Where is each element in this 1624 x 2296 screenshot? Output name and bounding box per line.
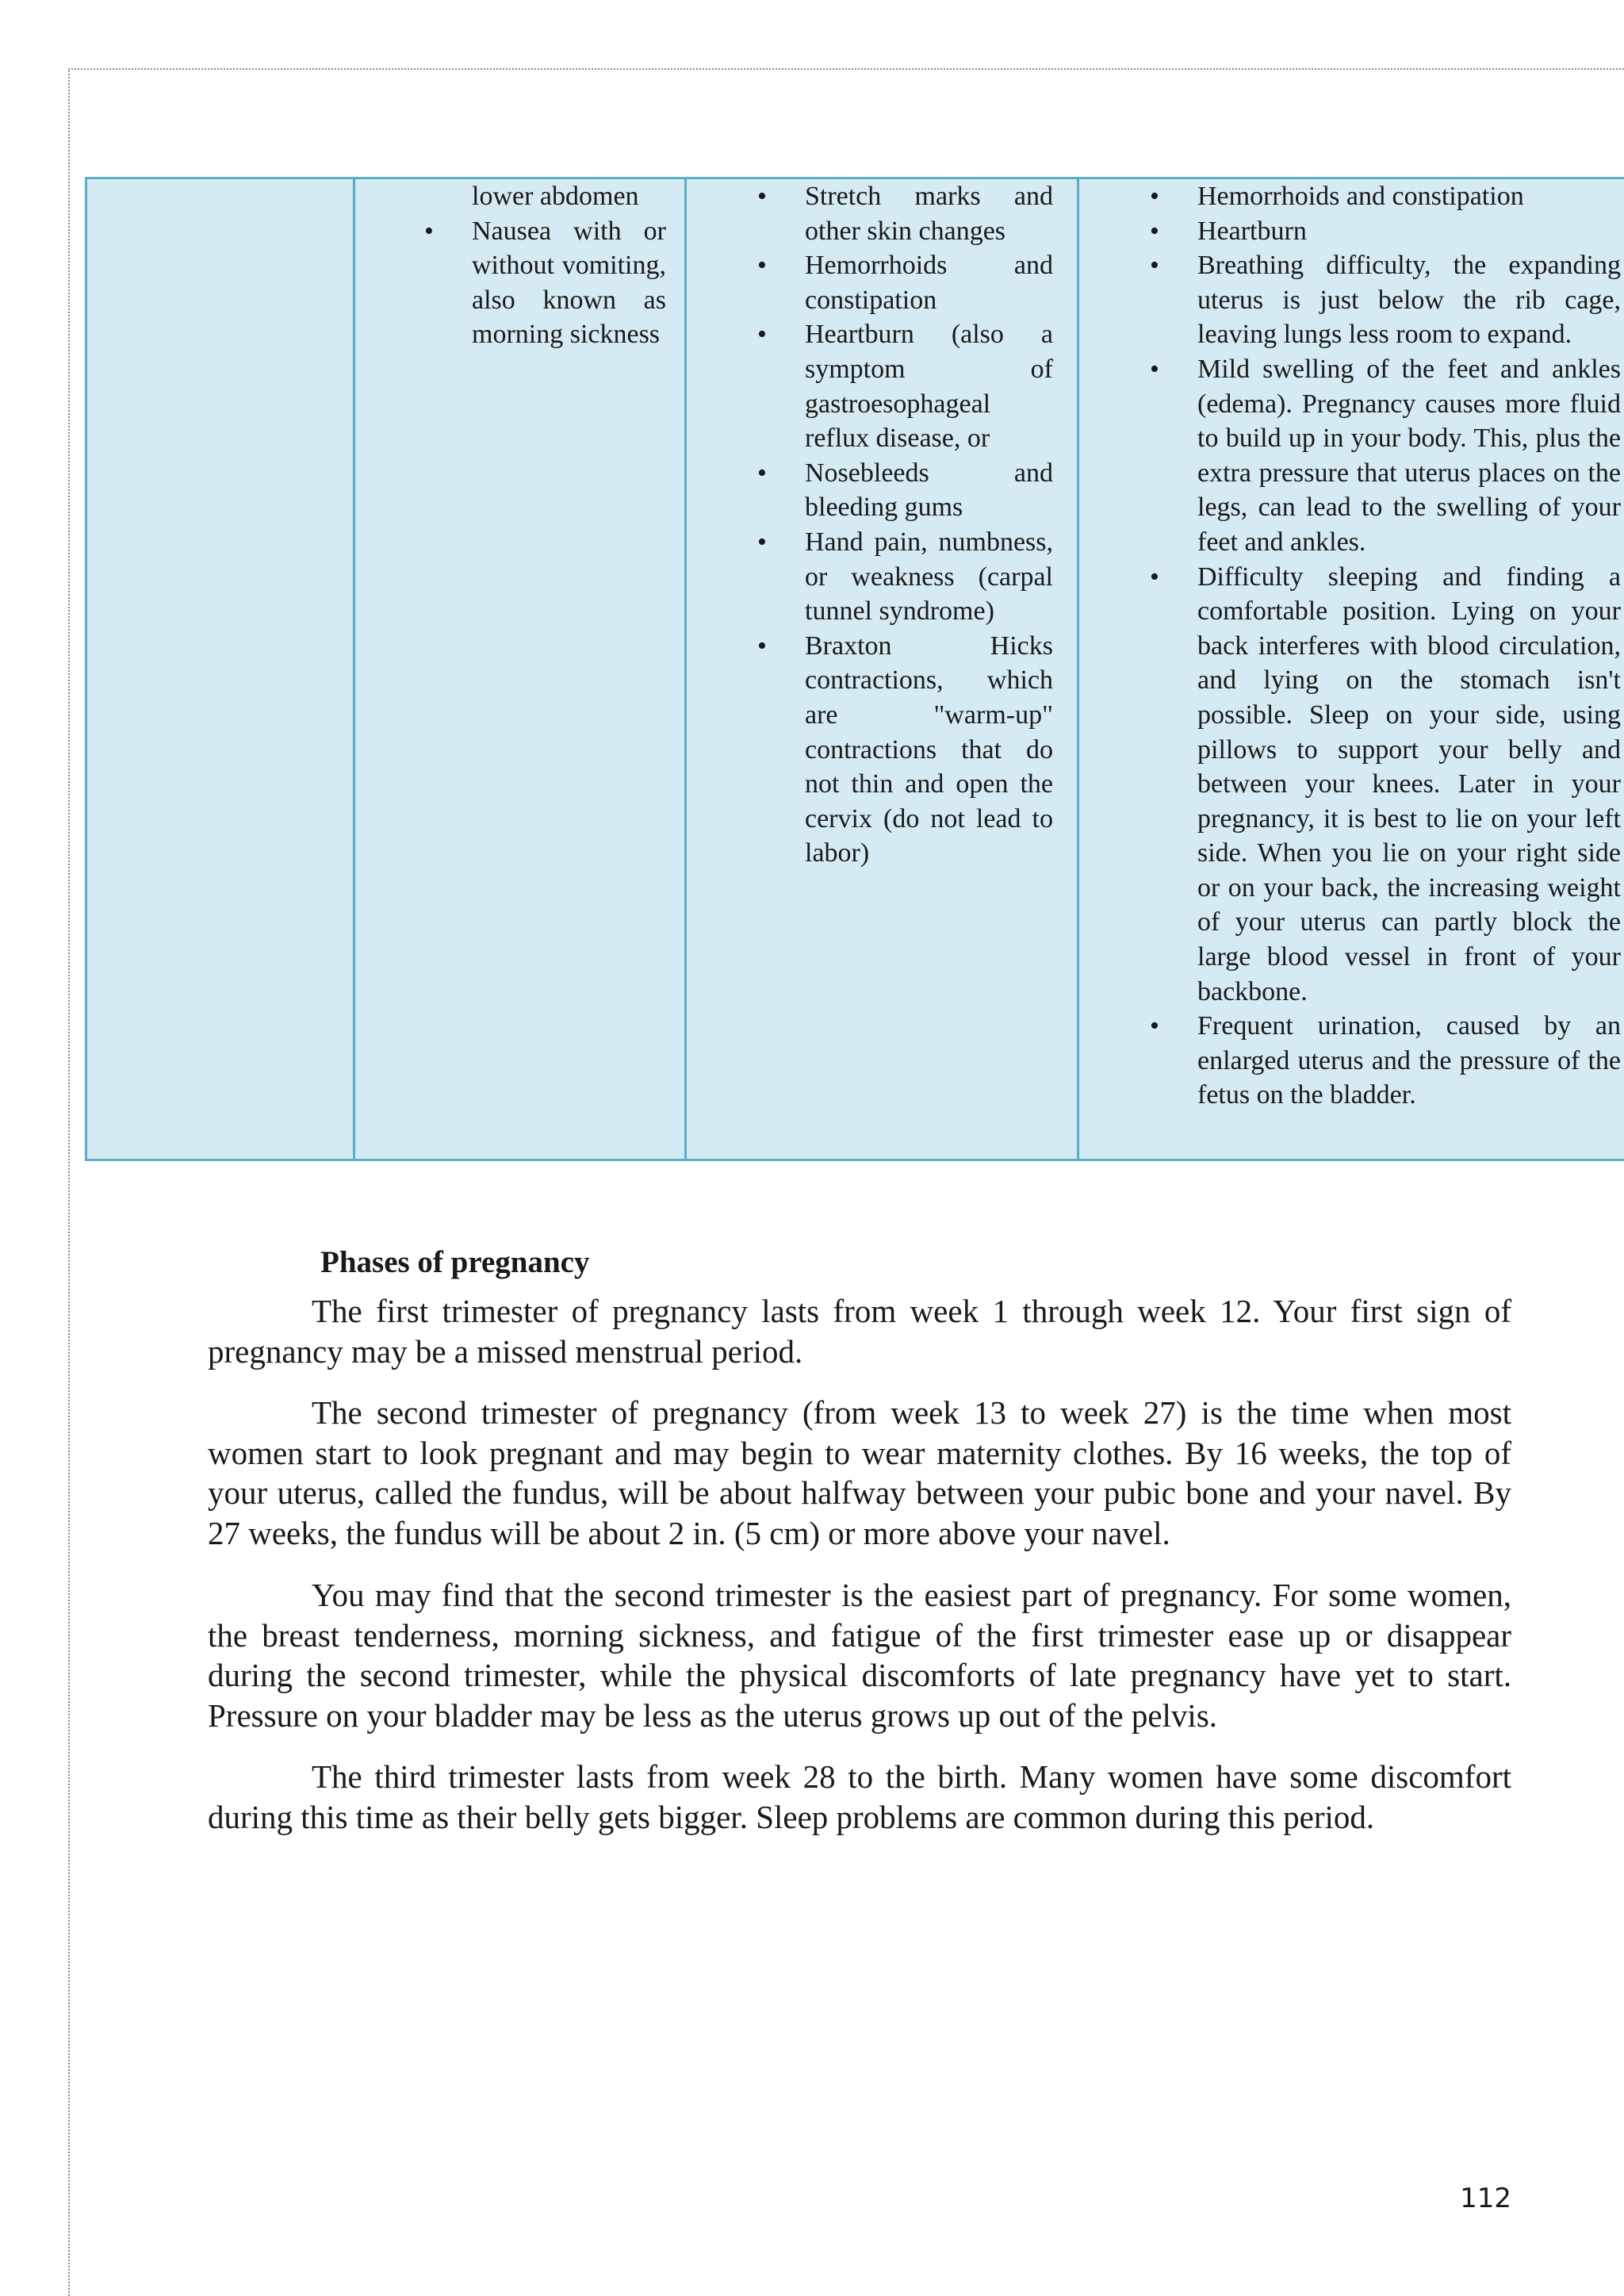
list-item: • Mild swelling of the feet and ankles (edema). Pregnancy causes more fluid to build up in your body. This, plus the extra pressure that uterus places on the legs, can lead to the swelling of your feet and ankles. xyxy=(1197,352,1621,560)
symptoms-table xyxy=(85,177,1624,1161)
section-heading: Phases of pregnancy xyxy=(320,1245,590,1279)
table-column-divider xyxy=(1077,179,1079,1159)
table-column-divider xyxy=(684,179,687,1159)
table-cell-first-trimester-symptoms xyxy=(472,179,666,352)
page-number: 112 xyxy=(1460,2183,1511,2214)
table-column-divider xyxy=(353,179,355,1159)
list-item: • Hemorrhoids and constipation xyxy=(805,248,1053,317)
list-item: • Heartburn xyxy=(1197,214,1621,249)
list-item: • Braxton Hicks contractions, which are "warm-up" contractions that do not thin and open the cervix (do not lead to labor) xyxy=(805,629,1053,871)
list-item: • Nausea with or without vomiting, also known as morning sickness xyxy=(472,214,666,352)
list-item: • Frequent urination, caused by an enlarged uterus and the pressure of the fetus on the bladder. xyxy=(1197,1009,1621,1113)
symptom-list xyxy=(472,179,666,352)
list-item: lower abdomen xyxy=(472,182,639,211)
list-item: • Nosebleeds and bleeding gums xyxy=(805,456,1053,525)
list-item: • Difficulty sleeping and finding a comfortable position. Lying on your back interferes with blood circulation, and lying on the stomach isn't possible. Sleep on your side, using pillows to support your belly and between your knees. Later in your pregnancy, it is best to lie on your left side. When you lie on your right side or on your back, the increasing weight of your uterus can partly block the large blood vessel in front of your backbone. xyxy=(1197,560,1621,1010)
paragraph-second-trimester: The second trimester of pregnancy (from week 13 to week 27) is the time when most women start to look pregnant and may begin to wear maternity clothes. By 16 weeks, the top of your uterus, called the fundus, will be about halfway between your pubic bone and your navel. By 27 weeks, the fundus will be about 2 in. (5 cm) or more above your navel. xyxy=(208,1394,1511,1551)
table-cell-second-trimester-symptoms xyxy=(805,179,1053,871)
list-item: • Hand pain, numbness, or weakness (carpal tunnel syndrome) xyxy=(805,525,1053,629)
paragraph-first-trimester: The first trimester of pregnancy lasts from week 1 through week 12. Your first sign of pregnancy may be a missed menstrual period. xyxy=(208,1293,1511,1370)
paragraph-third-trimester: The third trimester lasts from week 28 to the birth. Many women have some discomfort during this time as their belly gets bigger. Sleep problems are common during this period. xyxy=(208,1758,1511,1835)
page-frame-left-border xyxy=(68,68,70,2296)
symptom-list xyxy=(1197,179,1621,1113)
table-cell-third-trimester-symptoms xyxy=(1197,179,1621,1113)
paragraph-second-trimester-ease: You may find that the second trimester is the easiest part of pregnancy. For some women, the breast tenderness, morning sickness, and fatigue of the first trimester ease up or disappear during the second trimester, while the physical discomforts of late pregnancy have yet to start. Pressure on your bladder may be less as the uterus grows up out of the pelvis. xyxy=(208,1577,1511,1734)
symptom-list xyxy=(805,179,1053,871)
list-item: • Heartburn (also a symptom of gastroesophageal reflux disease, or xyxy=(805,317,1053,455)
list-item: • Hemorrhoids and constipation xyxy=(1197,179,1621,214)
page-frame-top-border xyxy=(68,68,1624,70)
list-item: • Stretch marks and other skin changes xyxy=(805,179,1053,248)
list-item: • Breathing difficulty, the expanding uterus is just below the rib cage, leaving lungs less room to expand. xyxy=(1197,248,1621,352)
